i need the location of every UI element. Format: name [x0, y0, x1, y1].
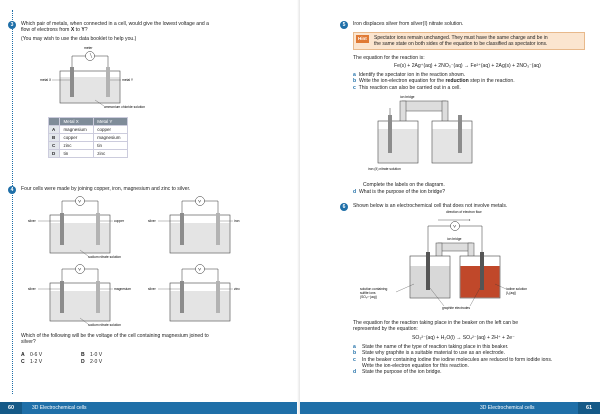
q6-part-text: Write the ion-electron equation for this reaction.: [362, 362, 469, 369]
q6-part-text: State the purpose of the ion bridge.: [362, 369, 442, 376]
option-d-letter: D: [81, 359, 85, 365]
option-row: [21, 359, 221, 366]
table-header: [49, 118, 60, 126]
q3-mid: to: [74, 27, 82, 34]
solution-left: [379, 129, 418, 163]
q6-part-text: In the beaker containing iodine the iodine molecules are reduced to form iodide ions.: [362, 356, 553, 363]
option-b-value[interactable]: 1·0 V: [90, 352, 103, 358]
metal-y-label: metal Y: [122, 78, 134, 82]
q6-equation: SO₃²⁻(aq) + H₂O(l) → SO₄²⁻(aq) + 2H⁺ + 2e⁻: [412, 335, 515, 341]
q4-question-line1: Which of the following will be the voltage of the cell containing magnesium joined to: [21, 333, 209, 339]
q4-question: [21, 333, 291, 346]
q6-electrodes-label: graphite electrodes: [442, 306, 471, 310]
electrode-label-left: silver: [148, 287, 156, 291]
q5-equation-intro: The equation for the reaction is:: [353, 55, 425, 61]
q6-part: [353, 369, 593, 375]
q3-y: Y: [81, 27, 85, 34]
row-letter: D: [49, 150, 60, 158]
question-4-text: Four cells were made by joining copper, iron, magnesium and zinc to silver.: [21, 186, 191, 192]
electrode-label-right: copper: [114, 219, 125, 223]
silver-electrode: [180, 213, 184, 245]
metal-electrode: [216, 281, 220, 313]
graphite-electrode-right: [480, 252, 484, 290]
metal-electrode: [216, 213, 220, 245]
wire: [95, 56, 109, 67]
solution: [51, 291, 110, 321]
q6-equation-intro: [353, 320, 593, 333]
option-a-letter: A: [21, 352, 25, 358]
table-cell: tin: [94, 142, 128, 150]
electrode-label-left: silver: [28, 219, 36, 223]
right-electrode: [458, 115, 462, 153]
meter-label: V: [78, 198, 81, 204]
question-3-number: 3: [8, 21, 16, 29]
ion-bridge: [402, 101, 446, 111]
option-d-value[interactable]: 2·0 V: [90, 359, 103, 365]
q6-part-letter: d: [353, 369, 357, 376]
hint-box: [353, 32, 585, 50]
q3-cell-diagram: [40, 45, 150, 110]
right-page: [300, 0, 600, 414]
page-number: 61: [578, 402, 600, 414]
q5-part-a-text: Identify the spectator ion in the reaction shown.: [358, 72, 466, 78]
silver-electrode: [60, 281, 64, 313]
question-3-text: [21, 21, 281, 42]
table-cell: magnesium: [60, 126, 94, 134]
row-letter: C: [49, 142, 60, 150]
metal-x-electrode: [70, 67, 74, 97]
wire: [72, 56, 86, 67]
q6-part-letter: a: [353, 344, 356, 350]
option-row: [21, 352, 221, 359]
margin-rule: [12, 10, 13, 394]
q5-part-c: [353, 85, 593, 91]
table-row[interactable]: [49, 126, 128, 134]
metal-electrode: [96, 213, 100, 245]
q3-answer-table: [48, 117, 128, 158]
wire: [85, 201, 99, 213]
q3-line2-pre: flow of electrons from: [21, 27, 71, 34]
wire: [205, 269, 219, 281]
metal-electrode: [96, 281, 100, 313]
left-footer: [0, 402, 300, 414]
footer-section: 3D Electrochemical cells: [32, 405, 87, 411]
meter-label: V: [198, 198, 201, 204]
q6-cell-diagram: [360, 210, 590, 315]
q5-complete-labels: Complete the labels on the diagram.: [363, 182, 445, 188]
ion-bridge: [438, 243, 472, 251]
q3-end: ?: [84, 27, 88, 34]
hint-tag: Hint: [358, 36, 367, 41]
solution: [51, 223, 110, 253]
meter-label: V: [78, 266, 81, 272]
q3-meter-label: meter: [84, 46, 93, 50]
question-4-number: 4: [8, 186, 16, 194]
hint-line1: Spectator ions remain unchanged. They must have the same charge and be in: [374, 35, 548, 41]
wire: [85, 269, 99, 281]
q6-intro: Shown below is an electrochemical cell that does not involve metals.: [353, 203, 508, 209]
page-number: 60: [0, 402, 22, 414]
table-row[interactable]: [49, 150, 128, 158]
wire: [62, 269, 76, 281]
wire: [182, 269, 196, 281]
q4-cells-diagram: [20, 195, 280, 330]
q5-part-b-post: step in the reaction.: [468, 78, 515, 85]
q5-cell-diagram: [370, 93, 490, 173]
silver-electrode: [180, 281, 184, 313]
question-6-number: 6: [340, 203, 348, 211]
q5-part-b-bold: reduction: [445, 78, 469, 85]
q5-part-d-letter: d: [353, 189, 357, 195]
solution-label: sodium nitrate solution: [88, 323, 121, 327]
metal-y-electrode: [106, 67, 110, 97]
wire: [62, 201, 76, 213]
table-cell: copper: [60, 134, 94, 142]
electrode-label-left: silver: [28, 287, 36, 291]
row-letter: B: [49, 134, 60, 142]
q3-line3: (You may wish to use the data booklet to help you.): [21, 35, 137, 42]
electrode-label-right: iron: [234, 219, 240, 223]
q6-part-letter: c: [353, 356, 356, 363]
table-cell: tin: [60, 150, 94, 158]
hint-line2: the same state on both sides of the equation to be classified as spectator ions.: [374, 41, 548, 47]
wire: [205, 201, 219, 213]
option-a-value[interactable]: 0·6 V: [30, 352, 43, 358]
silver-electrode: [60, 213, 64, 245]
q5-part-d: [353, 189, 445, 195]
electrode-label-right: magnesium: [114, 287, 132, 291]
option-b-letter: B: [81, 352, 85, 358]
q6-left-solution-label: solution containing sulfite ions (SO₃²⁻(aq)): [360, 287, 388, 299]
solution: [61, 77, 120, 103]
meter-label: V: [198, 266, 201, 272]
table-header: Metal Y: [94, 118, 128, 126]
solution-label: sodium nitrate solution: [88, 255, 121, 259]
option-c-letter: C: [21, 359, 25, 365]
table-cell: zinc: [94, 150, 128, 158]
table-cell: zinc: [60, 142, 94, 150]
solution-right: [433, 129, 472, 163]
right-footer: [300, 402, 600, 414]
solution: [171, 223, 230, 253]
solution: [171, 291, 230, 321]
electrode-label-left: silver: [148, 219, 156, 223]
table-cell: magnesium: [94, 134, 128, 142]
electrode-label-right: zinc: [234, 287, 240, 291]
q5-intro: Iron displaces silver from silver(I) nitrate solution.: [353, 21, 464, 27]
footer-section: 3D Electrochemical cells: [480, 405, 535, 411]
q6-part-text: State why graphite is a suitable material to use as an electrode.: [362, 350, 505, 357]
q3-line2: [21, 27, 281, 33]
table-row[interactable]: [49, 142, 128, 150]
q4-options: [21, 352, 221, 366]
q6-right-solution-label: iodine solution (I₂(aq)): [506, 287, 528, 295]
table-cell: copper: [94, 126, 128, 134]
q5-part-b-pre: Write the ion-electron equation for the: [358, 78, 446, 85]
q3-line1: Which pair of metals, when connected in a cell, would give the lowest voltage and a: [21, 21, 210, 27]
graphite-electrode-left: [426, 252, 430, 290]
q5-part-c-text: This reaction can also be carried out in a cell.: [358, 84, 461, 91]
meter-icon: [86, 52, 95, 61]
q6-meter-label: V: [453, 223, 456, 229]
q5-part-a-letter: a: [353, 72, 356, 78]
q5-part-b-letter: b: [353, 78, 357, 85]
q5-equation: Fe(s) + 2Ag⁺(aq) + 2NO₃⁻(aq) → Fe²⁺(aq) + 2Ag(s) + 2NO₃⁻(aq): [394, 63, 541, 69]
left-electrode: [388, 115, 392, 153]
wire: [182, 201, 196, 213]
metal-x-label: metal X: [40, 78, 52, 82]
q4-question-line2: silver?: [21, 339, 36, 346]
q5-parts: [353, 72, 593, 91]
q3-x: X: [70, 27, 75, 34]
q5-solution-label: iron (II) nitrate solution: [368, 167, 401, 171]
question-5-number: 5: [340, 21, 348, 29]
q5-bridge-label: ion bridge: [400, 95, 415, 99]
q3-solution-label: ammonium chloride solution: [104, 105, 146, 109]
option-c-value[interactable]: 1·2 V: [30, 359, 43, 365]
q6-part-letter: b: [353, 350, 357, 357]
q5-part-d-text: What is the purpose of the ion bridge?: [358, 189, 446, 195]
q6-eq-intro-line1: The equation for the reaction taking place in the beaker on the left can be: [353, 320, 519, 326]
q6-parts: [353, 344, 593, 375]
q5-part-c-letter: c: [353, 84, 356, 91]
q6-direction-label: direction of electron flow: [446, 210, 482, 214]
q6-part-text: State the name of the type of reaction taking place in this beaker.: [362, 344, 509, 350]
table-header: Metal X: [60, 118, 94, 126]
table-row[interactable]: [49, 134, 128, 142]
q6-eq-intro-line2: represented by the equation:: [353, 326, 418, 333]
q6-bridge-label: ion bridge: [447, 237, 462, 241]
row-letter: A: [49, 126, 60, 134]
